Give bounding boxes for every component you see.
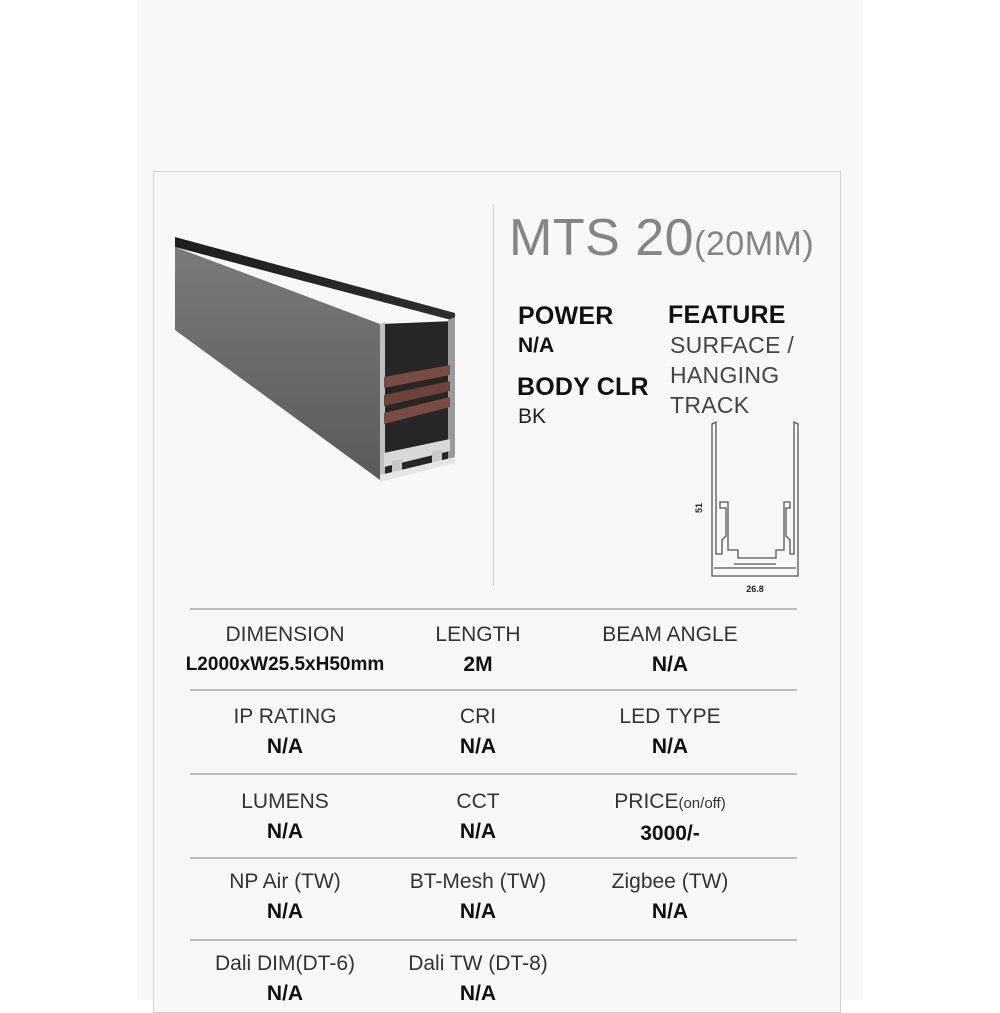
cell-label: CRI xyxy=(459,705,497,728)
table-divider xyxy=(190,608,797,610)
cross-section-drawing xyxy=(690,418,810,598)
cell-label: Zigbee (TW) xyxy=(611,870,729,893)
spec-cell-led-type xyxy=(555,702,785,762)
body-color-label: BODY CLR xyxy=(517,373,649,401)
cell-value: N/A xyxy=(266,735,304,758)
width-dimension: 26.8 xyxy=(746,584,764,594)
price-label: PRICE xyxy=(614,790,679,813)
cell-label: LED TYPE xyxy=(619,705,721,728)
table-divider xyxy=(190,689,797,691)
cell-label: Dali DIM(DT-6) xyxy=(215,952,355,975)
cell-value: N/A xyxy=(459,900,497,923)
cell-label: CCT xyxy=(456,790,500,813)
cell-value: N/A xyxy=(459,982,497,1005)
cell-label: NP Air (TW) xyxy=(229,870,341,893)
spec-cell-zigbee xyxy=(555,867,785,927)
cell-value: 2M xyxy=(463,653,493,676)
body-color-value: BK xyxy=(518,405,547,428)
cell-value: N/A xyxy=(266,982,304,1005)
cell-label: DIMENSION xyxy=(225,623,345,646)
cell-label: Dali TW (DT-8) xyxy=(408,952,548,975)
cell-value: 3000/- xyxy=(640,822,700,845)
cell-value: N/A xyxy=(266,820,304,843)
table-divider xyxy=(190,773,797,775)
spec-cell-dali-tw xyxy=(363,949,593,1009)
cell-label: LUMENS xyxy=(241,790,329,813)
table-divider xyxy=(190,857,797,859)
cell-value: N/A xyxy=(459,820,497,843)
feature-line: TRACK xyxy=(670,392,750,418)
power-label: POWER xyxy=(518,302,614,330)
power-value: N/A xyxy=(518,334,555,357)
table-divider xyxy=(190,939,797,941)
cell-label: BT-Mesh (TW) xyxy=(409,870,547,893)
cell-value: N/A xyxy=(459,735,497,758)
cell-label: IP RATING xyxy=(233,705,337,728)
track-profile-image xyxy=(170,225,470,495)
spec-cell-price xyxy=(555,787,785,849)
spec-cell-beam-angle xyxy=(555,620,785,680)
cell-label: BEAM ANGLE xyxy=(602,623,738,646)
cell-value: N/A xyxy=(651,735,689,758)
cell-value: L2000xW25.5xH50mm xyxy=(185,654,385,675)
price-label-suffix: (on/off) xyxy=(678,795,726,812)
vertical-divider xyxy=(493,204,494,586)
cell-label xyxy=(555,787,785,819)
cell-value: N/A xyxy=(266,900,304,923)
feature-label: FEATURE xyxy=(668,301,786,329)
cell-value: N/A xyxy=(651,900,689,923)
product-title-main: MTS 20 xyxy=(509,209,695,267)
feature-line: HANGING xyxy=(670,362,780,388)
cell-label: LENGTH xyxy=(435,623,521,646)
cell-value: N/A xyxy=(651,653,689,676)
feature-line: SURFACE / xyxy=(670,332,795,358)
product-title xyxy=(509,208,814,268)
product-title-size: (20MM) xyxy=(694,225,815,263)
height-dimension: 51 xyxy=(694,502,704,514)
